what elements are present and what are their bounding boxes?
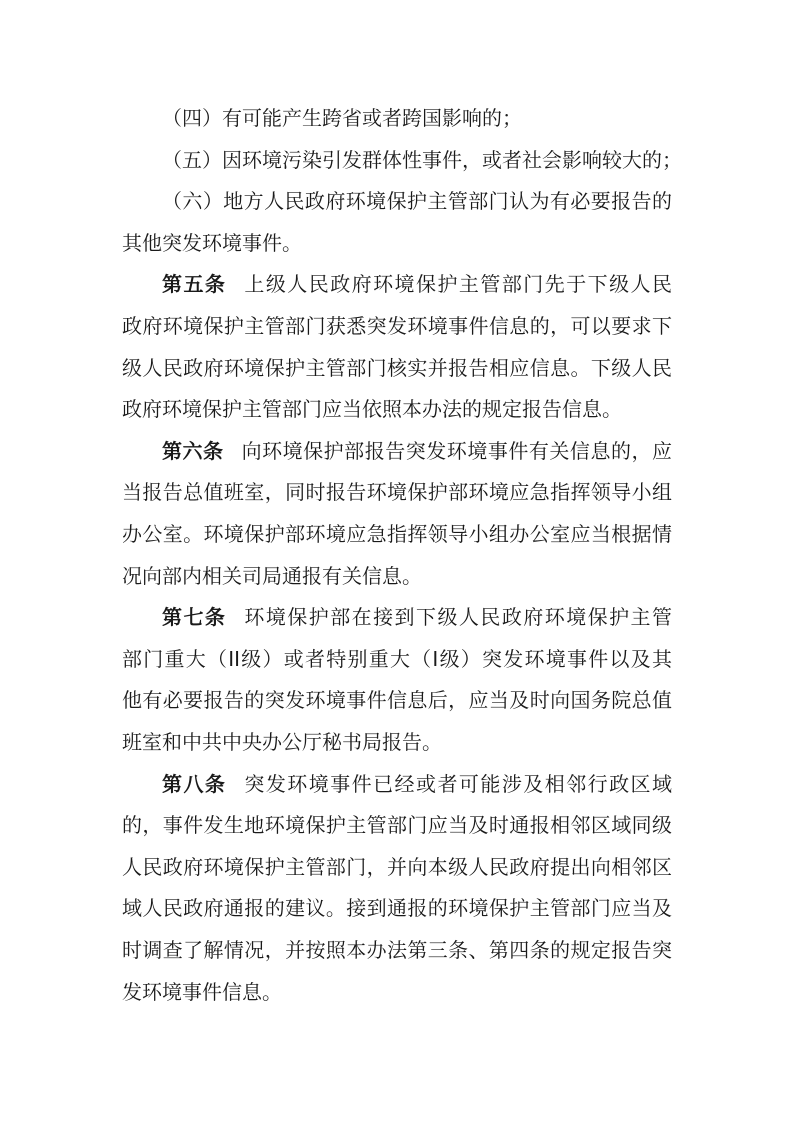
line-text: （四）有可能产生跨省或者跨国影响的； [162, 106, 522, 130]
article-heading: 第七条 [162, 605, 227, 629]
text-line [122, 936, 672, 964]
text-line [122, 395, 672, 423]
text-line [162, 146, 682, 174]
line-text: 域人民政府通报的建议。接到通报的环境保护主管部门应当及 [122, 896, 672, 920]
text-line [122, 853, 672, 881]
text-line [122, 811, 672, 839]
line-text: 发环境事件信息。 [122, 980, 282, 1004]
text-line [162, 770, 672, 798]
text-line [122, 894, 672, 922]
line-text: 突发环境事件已经或者可能涉及相邻行政区域 [244, 772, 673, 796]
text-line [162, 104, 672, 132]
line-text: 当报告总值班室，同时报告环境保护部环境应急指挥领导小组 [122, 480, 672, 504]
text-line [162, 437, 672, 465]
line-text: （六）地方人民政府环境保护主管部门认为有必要报告的 [162, 189, 672, 213]
text-line [122, 978, 672, 1006]
line-text: 向环境保护部报告突发环境事件有关信息的，应 [241, 439, 673, 463]
line-text: 其他突发环境事件。 [122, 231, 302, 255]
line-text: 班室和中共中央办公厅秘书局报告。 [122, 730, 442, 754]
line-text: 上级人民政府环境保护主管部门先于下级人民 [244, 272, 673, 296]
text-line [122, 686, 672, 714]
text-line [162, 187, 672, 215]
article-heading: 第八条 [162, 772, 227, 796]
text-line [122, 520, 672, 548]
text-line [122, 312, 672, 340]
line-text: 他有必要报告的突发环境事件信息后，应当及时向国务院总值 [122, 688, 672, 712]
line-text: 级人民政府环境保护主管部门核实并报告相应信息。下级人民 [122, 356, 672, 380]
line-text: 政府环境保护主管部门应当依照本办法的规定报告信息。 [122, 397, 622, 421]
line-text: 的，事件发生地环境保护主管部门应当及时通报相邻区域同级 [122, 813, 672, 837]
text-line [122, 478, 672, 506]
line-text: 政府环境保护主管部门获悉突发环境事件信息的，可以要求下 [122, 314, 672, 338]
text-line [122, 728, 672, 756]
line-text: 人民政府环境保护主管部门，并向本级人民政府提出向相邻区 [122, 855, 672, 879]
article-heading: 第五条 [162, 272, 227, 296]
line-text: 环境保护部在接到下级人民政府环境保护主管 [244, 605, 673, 629]
text-line [162, 603, 672, 631]
text-line [162, 270, 672, 298]
line-text: （五）因环境污染引发群体性事件，或者社会影响较大的； [162, 148, 682, 172]
text-line [122, 645, 672, 673]
line-text: 部门重大（II级）或者特别重大（I级）突发环境事件以及其 [122, 647, 672, 671]
line-text: 时调查了解情况，并按照本办法第三条、第四条的规定报告突 [122, 938, 672, 962]
text-line [122, 354, 672, 382]
text-line [122, 229, 672, 257]
line-text: 况向部内相关司局通报有关信息。 [122, 564, 422, 588]
line-text: 办公室。环境保护部环境应急指挥领导小组办公室应当根据情 [122, 522, 672, 546]
article-heading: 第六条 [162, 439, 224, 463]
text-line [122, 562, 672, 590]
